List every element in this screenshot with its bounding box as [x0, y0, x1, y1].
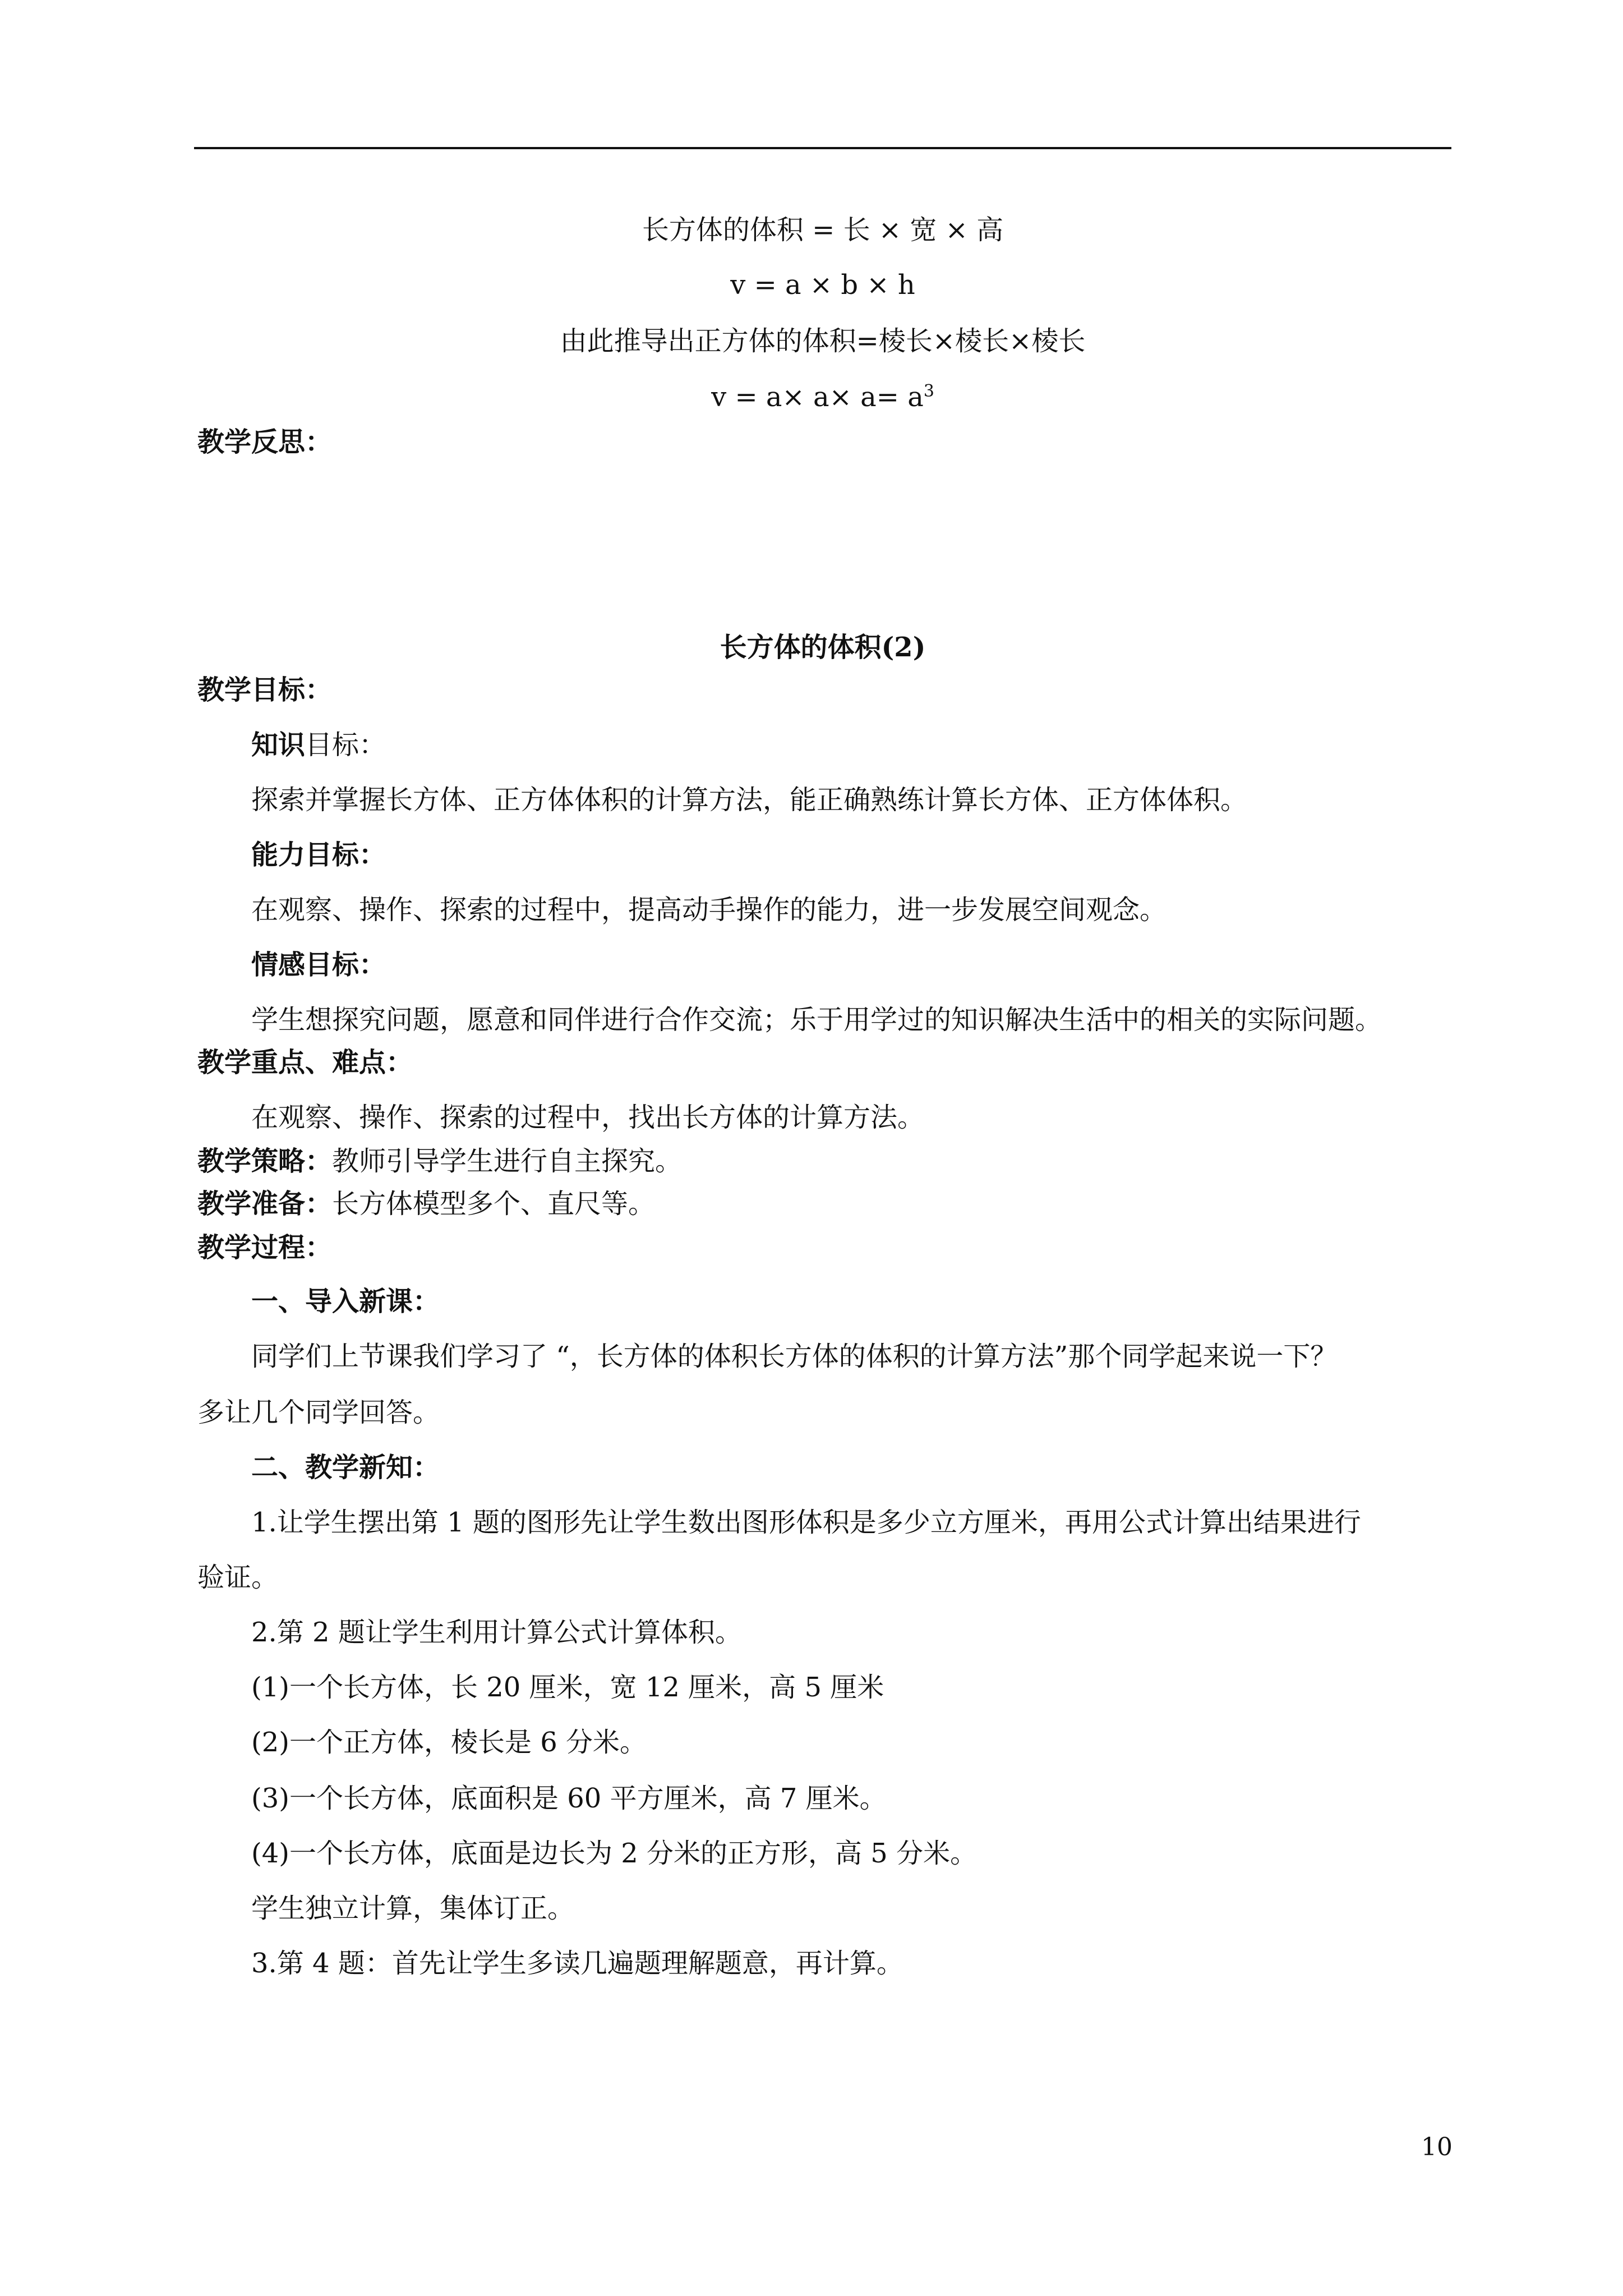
formula-cube-base: v = a× a× a= a	[711, 381, 924, 413]
formula-cuboid-letters: v = a × b × h	[730, 269, 915, 301]
item1-line1: 1.让学生摆出第 1 题的图形先让学生数出图形体积是多少立方厘米，再用公式计算出结果进行	[251, 1507, 1361, 1538]
section-title: 长方体的体积(2)	[720, 632, 926, 663]
strategy-text: 教师引导学生进行自主探究。	[332, 1145, 683, 1177]
emotion-objective-text: 学生想探究问题，愿意和同伴进行合作交流；乐于用学过的知识解决生活中的相关的实际问题。	[251, 1004, 1382, 1036]
formula-cuboid-volume: 长方体的体积 = 长 × 宽 × 高	[642, 214, 1004, 246]
preparation-line	[197, 1187, 655, 1221]
intro-text-line1: 同学们上节课我们学习了 “，长方体的体积长方体的体积的计算方法”那个同学起来说一下？	[251, 1341, 1338, 1372]
item3: 3.第 4 题：首先让学生多读几遍题理解题意，再计算。	[251, 1948, 903, 1979]
key-points-label: 教学重点、难点：	[197, 1047, 413, 1078]
key-points-text: 在观察、操作、探索的过程中，找出长方体的计算方法。	[251, 1102, 925, 1133]
page-number: 10	[1421, 2133, 1453, 2161]
new-knowledge-heading: 二、教学新知：	[251, 1452, 440, 1483]
knowledge-objective-heading	[251, 728, 386, 762]
sub-question-4: (4)一个长方体，底面是边长为 2 分米的正方形，高 5 分米。	[251, 1838, 978, 1869]
process-label: 教学过程：	[197, 1232, 333, 1263]
header-rule	[194, 147, 1451, 149]
emotion-objective-label: 情感目标：	[251, 949, 386, 981]
sub-question-2: (2)一个正方体，棱长是 6 分米。	[251, 1727, 647, 1758]
preparation-label: 教学准备：	[197, 1188, 333, 1220]
formula-cube-derivation: 由此推导出正方体的体积=棱长×棱长×棱长	[560, 325, 1086, 357]
item1-line2: 验证。	[197, 1562, 279, 1593]
preparation-text: 长方体模型多个、直尺等。	[332, 1188, 656, 1220]
formula-cube-letters	[194, 380, 1451, 414]
strategy-line	[197, 1144, 682, 1178]
knowledge-objective-text: 探索并掌握长方体、正方体体积的计算方法，能正确熟练计算长方体、正方体体积。	[251, 784, 1248, 816]
reflection-label: 教学反思：	[197, 426, 333, 458]
knowledge-label: 知识	[251, 729, 306, 761]
knowledge-suffix: 目标：	[305, 729, 386, 761]
sub-question-3: (3)一个长方体，底面积是 60 平方厘米，高 7 厘米。	[251, 1783, 887, 1814]
sub-question-1: (1)一个长方体，长 20 厘米，宽 12 厘米，高 5 厘米	[251, 1672, 884, 1703]
intro-section-heading: 一、导入新课：	[251, 1286, 440, 1317]
formula-cube-exponent: 3	[923, 381, 934, 401]
intro-text-line2: 多让几个同学回答。	[197, 1397, 440, 1428]
objectives-label: 教学目标：	[197, 674, 333, 706]
strategy-label: 教学策略：	[197, 1145, 333, 1177]
item2: 2.第 2 题让学生利用计算公式计算体积。	[251, 1617, 742, 1648]
ability-objective-label: 能力目标：	[251, 839, 386, 871]
sub-note: 学生独立计算，集体订正。	[251, 1893, 575, 1924]
ability-objective-text: 在观察、操作、探索的过程中，提高动手操作的能力，进一步发展空间观念。	[251, 894, 1167, 926]
